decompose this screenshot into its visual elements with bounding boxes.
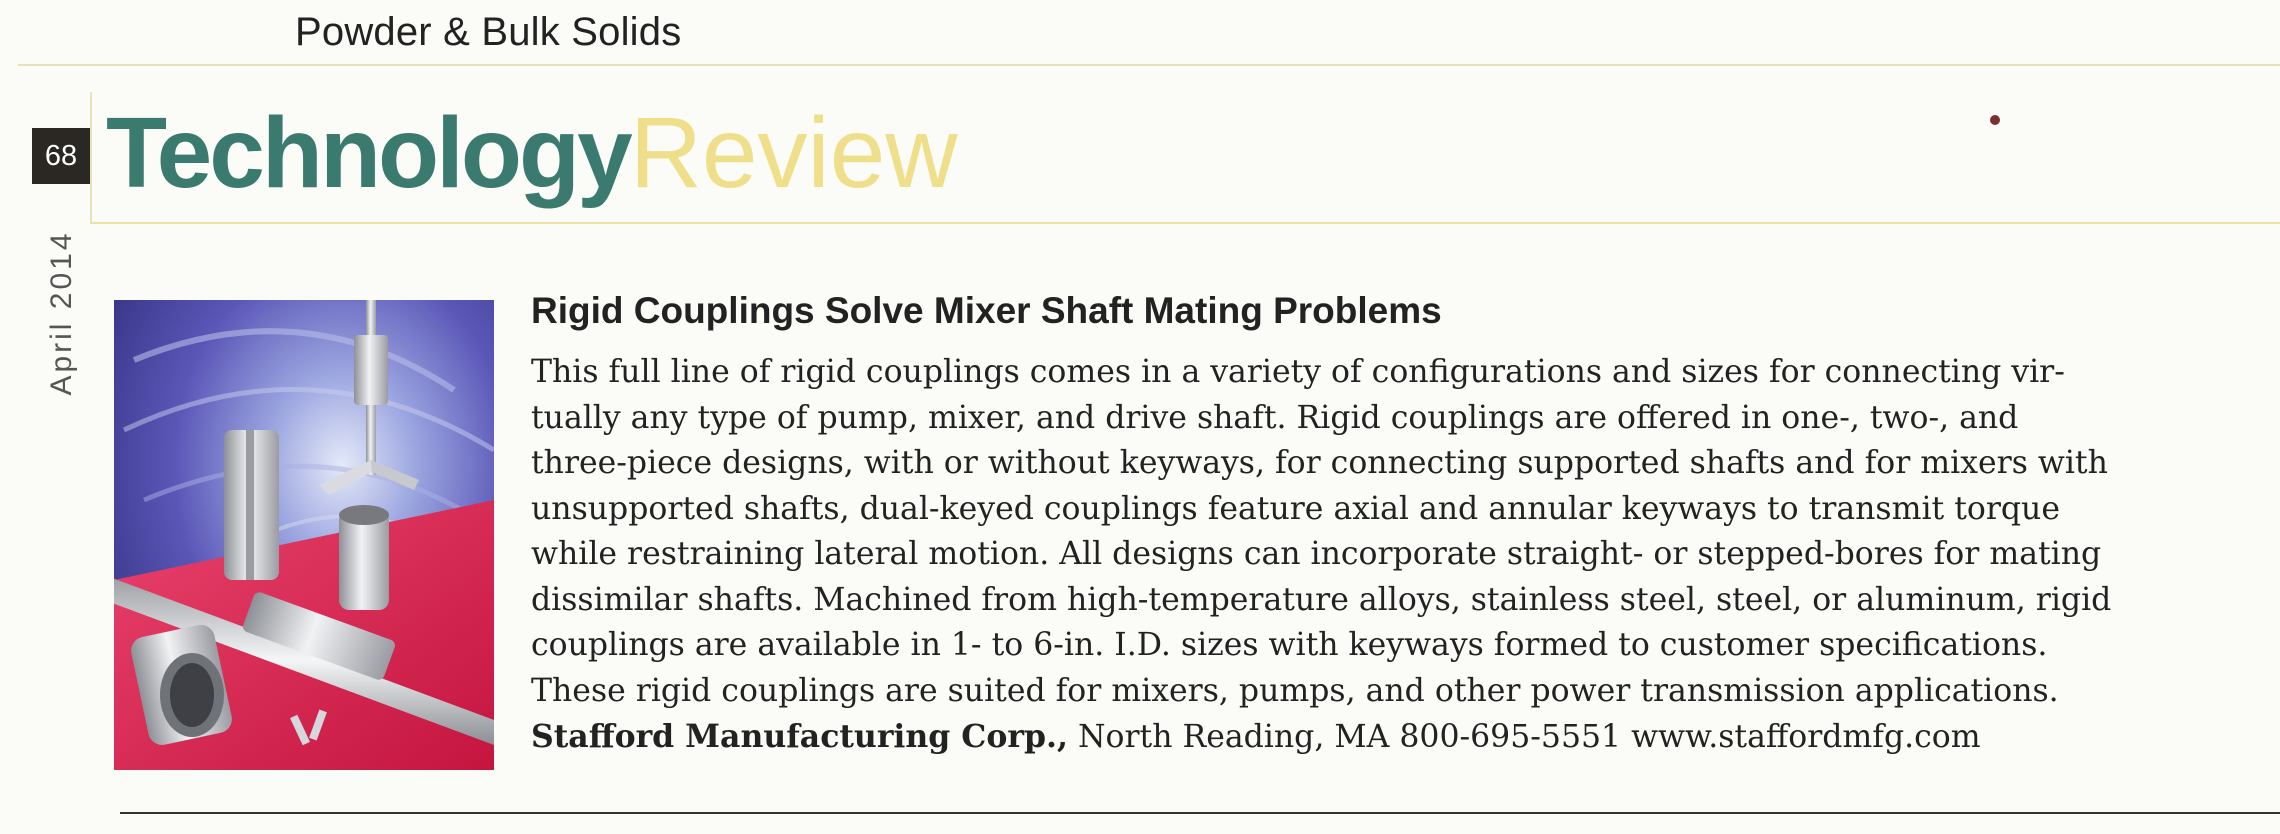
header-rule (18, 64, 2280, 66)
body-line: while restraining lateral motion. All designs can incorporate straight- or stepped-bores for mating (531, 536, 2102, 572)
contact-line (531, 714, 2251, 761)
print-speck (1990, 115, 2000, 125)
page-number-badge (32, 128, 90, 184)
page-number: 68 (44, 139, 78, 172)
section-vertical-rule (90, 92, 92, 224)
product-photo-icon (114, 300, 494, 770)
section-title-light: Review (629, 97, 958, 209)
publication-name: Powder & Bulk Solids (295, 10, 682, 54)
product-photo (114, 300, 494, 770)
body-line: This full line of rigid couplings comes in a variety of configurations and sizes for connecting vir- (531, 354, 2065, 390)
footer-rule (120, 812, 2280, 814)
article-body (531, 350, 2251, 761)
issue-date: April 2014 (45, 230, 78, 396)
section-rule (90, 222, 2280, 224)
section-title-strong: Technology (106, 97, 630, 209)
body-line: tually any type of pump, mixer, and drive shaft. Rigid couplings are offered in one-, two-, and (531, 399, 2019, 436)
body-line: unsupported shafts, dual-keyed couplings feature axial and annular keyways to transmit torque (531, 490, 2060, 527)
section-title (106, 97, 958, 209)
body-line: dissimilar shafts. Machined from high-temperature alloys, stainless steel, steel, or aluminum, rigid (531, 581, 2112, 618)
body-line: These rigid couplings are suited for mixers, pumps, and other power transmission applications. (531, 672, 2059, 709)
article-title: Rigid Couplings Solve Mixer Shaft Mating Problems (531, 290, 1442, 331)
body-line: couplings are available in 1- to 6-in. I.D. sizes with keyways formed to customer specifications. (531, 627, 2048, 663)
body-line: three-piece designs, with or without keyways, for connecting supported shafts and for mixers with (531, 445, 2108, 481)
company-contact: North Reading, MA 800-695-5551 www.staffordmfg.com (1067, 719, 1981, 755)
company-name: Stafford Manufacturing Corp., (531, 718, 1068, 755)
